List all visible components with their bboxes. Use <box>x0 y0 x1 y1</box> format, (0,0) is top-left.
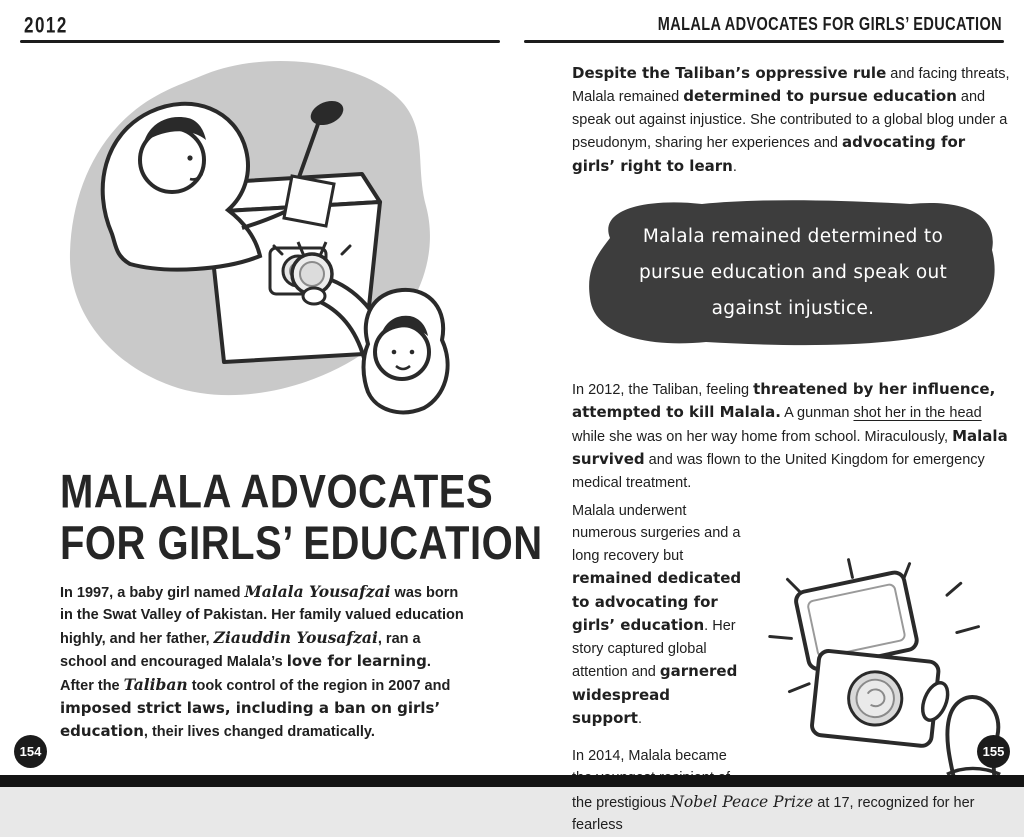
text-segment: A gunman <box>780 405 854 422</box>
page-title-line2: FOR GIRLS’ EDUCATION <box>60 517 543 570</box>
text-segment: Nobel Peace Prize <box>670 792 814 811</box>
text-segment: threatened by her influence, attempted to kill Malala. <box>572 380 996 422</box>
text-segment: and was flown to the United Kingdom for emergency medical treatment. <box>572 452 985 491</box>
text-segment: Taliban <box>123 675 188 695</box>
box-base <box>811 650 939 747</box>
text-segment: while she was on her way home from school. Miraculously, <box>572 428 953 445</box>
text-segment: Malala underwent numerous surgeries and a long recovery but <box>572 503 741 564</box>
text-segment: and facing threats, Malala remained <box>572 66 1010 106</box>
malala-podium-illustration <box>46 58 476 443</box>
text-segment: garnered widespread support <box>572 662 738 728</box>
text-segment: Ziauddin Yousafzai <box>213 628 378 648</box>
header-rule-left <box>20 40 500 43</box>
page-title-line1: MALALA ADVOCATES <box>60 466 494 518</box>
page-number-right: 155 <box>977 735 1010 768</box>
quote-text: Malala remained determined to pursue education and speak out against injustice. <box>638 225 948 320</box>
text-segment: at 17, recognized for her fearless <box>572 794 975 834</box>
text-segment: advocating for girls’ right to learn <box>572 133 966 175</box>
text-segment: In 2014, Malala became <box>572 747 727 764</box>
text-segment: . <box>732 158 737 175</box>
text-segment: . Her story captured global attention and <box>572 618 736 681</box>
page-number-left: 154 <box>14 735 47 768</box>
page-title <box>60 466 543 570</box>
text-segment: the prestigious <box>572 794 667 811</box>
text-segment: imposed strict laws, including a ban on girls’ education <box>60 699 441 741</box>
year-header: 2012 <box>24 13 68 38</box>
text-segment: . <box>637 711 642 728</box>
right-page-paragraph-1 <box>572 62 1010 178</box>
text-segment: . After the <box>60 654 431 695</box>
text-segment: Malala survived <box>572 426 1008 469</box>
left-page-paragraph <box>60 580 468 743</box>
text-segment: In 2012, the Taliban, feeling <box>572 382 754 398</box>
text-segment: , their lives changed dramatically. <box>143 724 375 741</box>
text-segment: and speak out against injustice. She contributed to a global blog under a pseudonym, sharing her experiences and <box>572 89 1008 152</box>
right-page-paragraph-2 <box>572 378 1010 494</box>
chapter-header: MALALA ADVOCATES FOR GIRLS’ EDUCATION <box>657 15 1002 35</box>
pull-quote-bubble <box>578 196 1008 350</box>
text-segment: Despite the Taliban’s oppressive rule <box>572 64 887 82</box>
text-segment: shot her in the head <box>853 405 982 422</box>
page-bottom-bar <box>0 775 1024 787</box>
text-segment: Malala Yousafzai <box>244 582 391 601</box>
text-segment: , ran a school and encouraged Malala’s <box>60 631 421 671</box>
text-segment: love for learning <box>286 652 427 671</box>
nobel-medal-box-illustration <box>754 550 1010 784</box>
text-segment: was born in the Swat Valley of Pakistan. Her family valued education highly, and her father, <box>60 585 464 648</box>
text-segment: determined to pursue education <box>683 87 957 106</box>
pull-quote-text <box>578 196 1008 350</box>
header-rule-right <box>524 40 1004 43</box>
text-segment: remained dedicated to advocating for girls’ education <box>572 569 742 635</box>
text-segment: In 1997, a baby girl named <box>60 585 245 601</box>
text-segment: took control of the region in 2007 and <box>187 678 451 695</box>
